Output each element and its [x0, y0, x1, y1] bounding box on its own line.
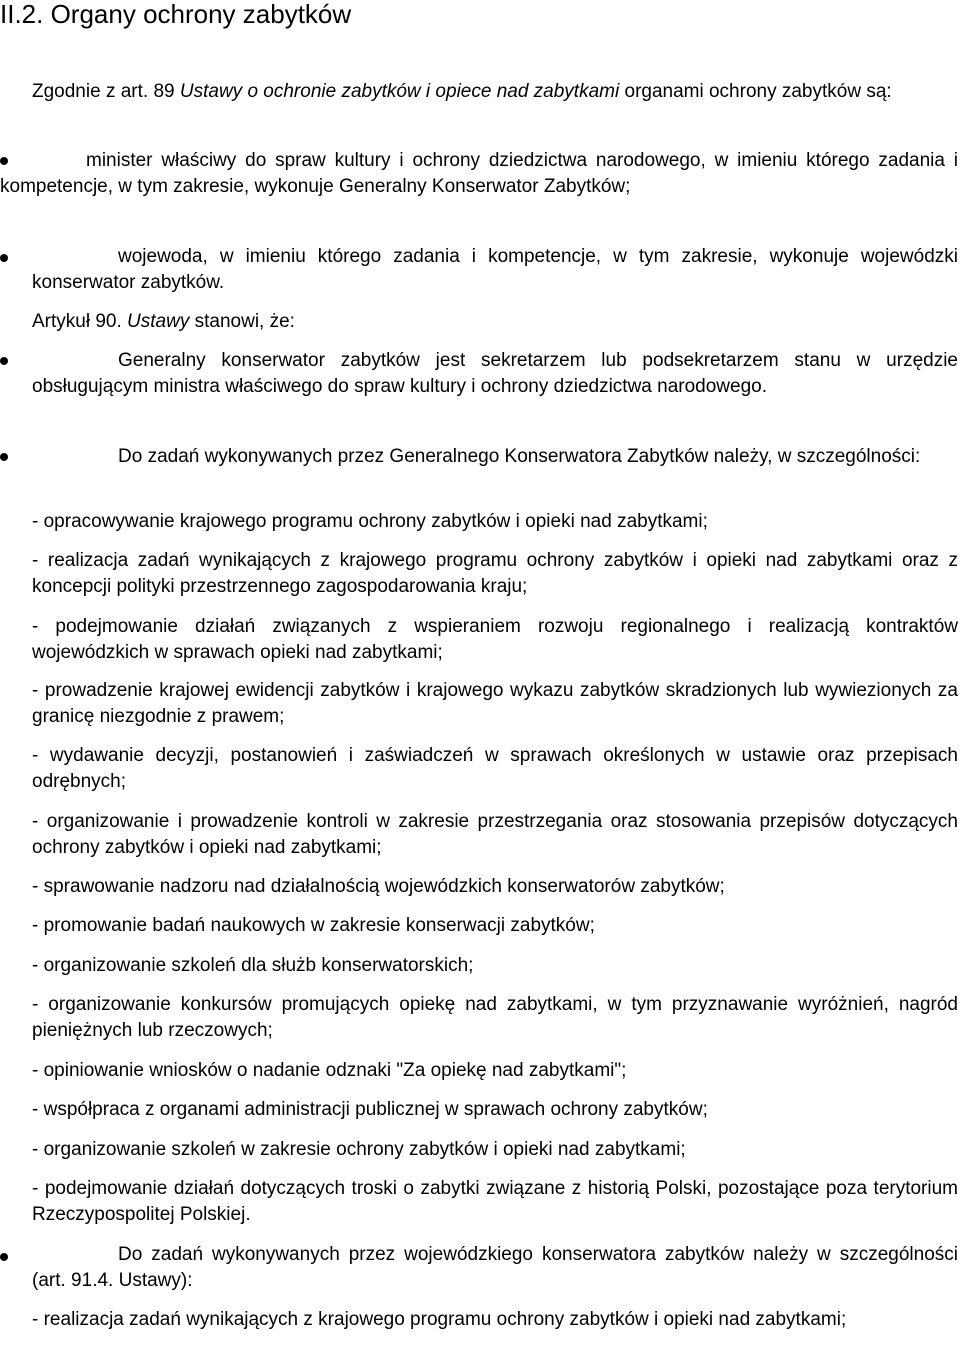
bullet-icon — [0, 453, 8, 461]
gkz-task-item: - wydawanie decyzji, postanowień i zaświadczeń w sprawach określonych w ustawie oraz przepisach odrębnych; — [32, 745, 958, 792]
gkz-task-item: - podejmowanie działań dotyczących troski o zabytki związane z historią Polski, pozostające poza terytorium Rzeczypospolitej Polskiej. — [32, 1178, 958, 1225]
organ-item-minister: minister właściwy do spraw kultury i ochrony dziedzictwa narodowego, w imieniu którego zadania i kompetencje, w tym zakresie, wykonuje Generalny Konserwator Zabytków; — [0, 150, 958, 197]
bullet-icon — [0, 1253, 8, 1261]
gkz-tasks-intro: Do zadań wykonywanych przez Generalnego Konserwatora Zabytków należy, w szczególności: — [118, 446, 921, 467]
gkz-task-item: - realizacja zadań wynikających z krajowego programu ochrony zabytków i opieki nad zabytkami oraz z koncepcji polityki przestrzennego zagospodarowania kraju; — [32, 550, 958, 597]
section-title: II.2. Organy ochrony zabytków — [0, 0, 352, 29]
intro-paragraph — [0, 79, 958, 105]
bullet-icon — [0, 357, 8, 365]
wkz-tasks-intro: Do zadań wykonywanych przez wojewódzkiego konserwatora zabytków należy w szczególności (art. 91.4. Ustawy): — [32, 1244, 958, 1291]
gkz-task-item: - współpraca z organami administracji publicznej w sprawach ochrony zabytków; — [32, 1099, 708, 1120]
article-90-text-after: stanowi, że: — [189, 311, 295, 332]
gkz-task-item: - organizowanie szkoleń dla służb konserwatorskich; — [32, 955, 474, 976]
article-90-paragraph — [32, 309, 958, 335]
article-90-text-before: Artykuł 90. — [32, 311, 128, 332]
gkz-task-item: - organizowanie konkursów promujących opiekę nad zabytkami, w tym przyznawanie wyróżnień, nagród pieniężnych lub rzeczowych; — [32, 994, 958, 1041]
article-90-act-name: Ustawy — [127, 311, 190, 332]
intro-text-before: Zgodnie z art. 89 — [32, 81, 180, 102]
intro-text-after: organami ochrony zabytków są: — [619, 81, 892, 102]
wkz-task-item: - realizacja zadań wynikających z krajowego programu ochrony zabytków i opieki nad zabytkami; — [32, 1309, 847, 1330]
gkz-task-item: - promowanie badań naukowych w zakresie konserwacji zabytków; — [32, 915, 595, 936]
gkz-task-item: - organizowanie szkoleń w zakresie ochrony zabytków i opieki nad zabytkami; — [32, 1139, 686, 1160]
gkz-position-item: Generalny konserwator zabytków jest sekretarzem lub podsekretarzem stanu w urzędzie obsługującym ministra właściwego do spraw kultury i ochrony dziedzictwa narodowego. — [32, 350, 958, 397]
gkz-task-item: - opiniowanie wniosków o nadanie odznaki "Za opiekę nad zabytkami"; — [32, 1060, 627, 1081]
gkz-task-item: - podejmowanie działań związanych z wspieraniem rozwoju regionalnego i realizacją kontraktów wojewódzkich w sprawach opieki nad zabytkami; — [32, 616, 958, 663]
gkz-task-item: - organizowanie i prowadzenie kontroli w zakresie przestrzegania oraz stosowania przepisów dotyczących ochrony zabytków i opieki nad zabytkami; — [32, 811, 958, 858]
gkz-task-item: - opracowywanie krajowego programu ochrony zabytków i opieki nad zabytkami; — [32, 511, 708, 532]
intro-act-title: Ustawy o ochronie zabytków i opiece nad zabytkami — [179, 81, 620, 102]
gkz-task-item: - prowadzenie krajowej ewidencji zabytków i krajowego wykazu zabytków skradzionych lub wywiezionych za granicę niezgodnie z prawem; — [32, 680, 958, 727]
bullet-icon — [0, 254, 8, 262]
gkz-task-item: - sprawowanie nadzoru nad działalnością wojewódzkich konserwatorów zabytków; — [32, 876, 725, 897]
organ-item-wojewoda: wojewoda, w imieniu którego zadania i kompetencje, w tym zakresie, wykonuje wojewódzki konserwator zabytków. — [32, 246, 958, 293]
